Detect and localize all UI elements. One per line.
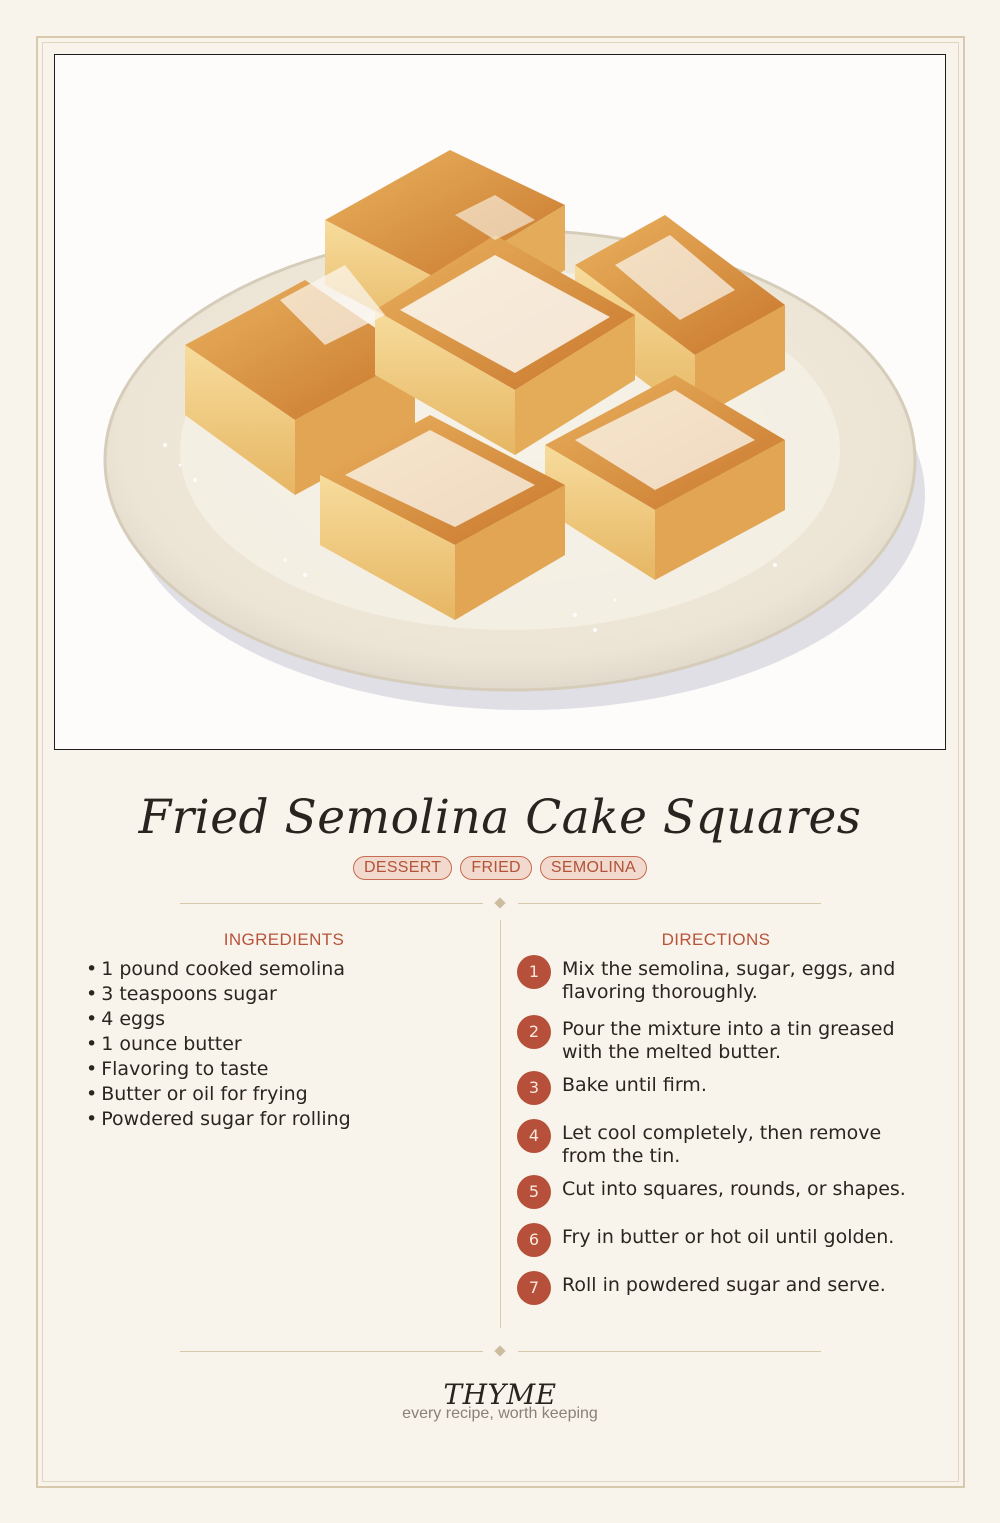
step-number-badge: 7 <box>517 1271 551 1305</box>
ingredient-item: • Powdered sugar for rolling <box>86 1108 351 1130</box>
step-number-badge: 1 <box>517 955 551 989</box>
divider-line <box>180 1351 483 1352</box>
tag-fried[interactable]: FRIED <box>460 856 532 880</box>
tag-list <box>0 856 1000 880</box>
brand-logo: THYME <box>443 1378 557 1411</box>
directions-heading: DIRECTIONS <box>661 930 771 949</box>
ingredient-item: • 1 ounce butter <box>86 1033 242 1055</box>
recipe-photo <box>54 54 946 750</box>
step-number-badge: 2 <box>517 1015 551 1049</box>
step-text: Cut into squares, rounds, or shapes. <box>562 1178 906 1200</box>
tag-semolina[interactable]: SEMOLINA <box>540 856 647 880</box>
ingredients-list <box>86 957 351 1132</box>
step-text: Fry in butter or hot oil until golden. <box>562 1226 895 1248</box>
divider-line <box>518 903 821 904</box>
step-text: Mix the semolina, sugar, eggs, and flavoring thoroughly. <box>562 958 896 1003</box>
divider-top <box>180 898 821 910</box>
diamond-ornament-icon <box>494 897 505 908</box>
step-text: Roll in powdered sugar and serve. <box>562 1274 886 1296</box>
recipe-title: Fried Semolina Cake Squares <box>138 790 862 845</box>
step-text: Bake until firm. <box>562 1074 707 1096</box>
divider-bottom <box>180 1346 821 1358</box>
step-text: Let cool completely, then remove from the tin. <box>562 1122 882 1167</box>
step-number-badge: 5 <box>517 1175 551 1209</box>
ingredient-item: • 3 teaspoons sugar <box>86 983 277 1005</box>
diamond-ornament-icon <box>494 1345 505 1356</box>
brand-tagline: every recipe, worth keeping <box>402 1405 598 1422</box>
step-text: Pour the mixture into a tin greased with the melted butter. <box>562 1018 895 1063</box>
ingredients-heading: INGREDIENTS <box>223 930 345 949</box>
divider-line <box>180 903 483 904</box>
divider-line <box>518 1351 821 1352</box>
ingredient-item: • Butter or oil for frying <box>86 1083 308 1105</box>
tag-dessert[interactable]: DESSERT <box>353 856 452 880</box>
column-divider <box>500 920 501 1328</box>
ingredient-item: • 1 pound cooked semolina <box>86 958 345 980</box>
step-number-badge: 4 <box>517 1119 551 1153</box>
step-number-badge: 6 <box>517 1223 551 1257</box>
ingredient-item: • 4 eggs <box>86 1008 166 1030</box>
step-number-badge: 3 <box>517 1071 551 1105</box>
ingredient-item: • Flavoring to taste <box>86 1058 269 1080</box>
